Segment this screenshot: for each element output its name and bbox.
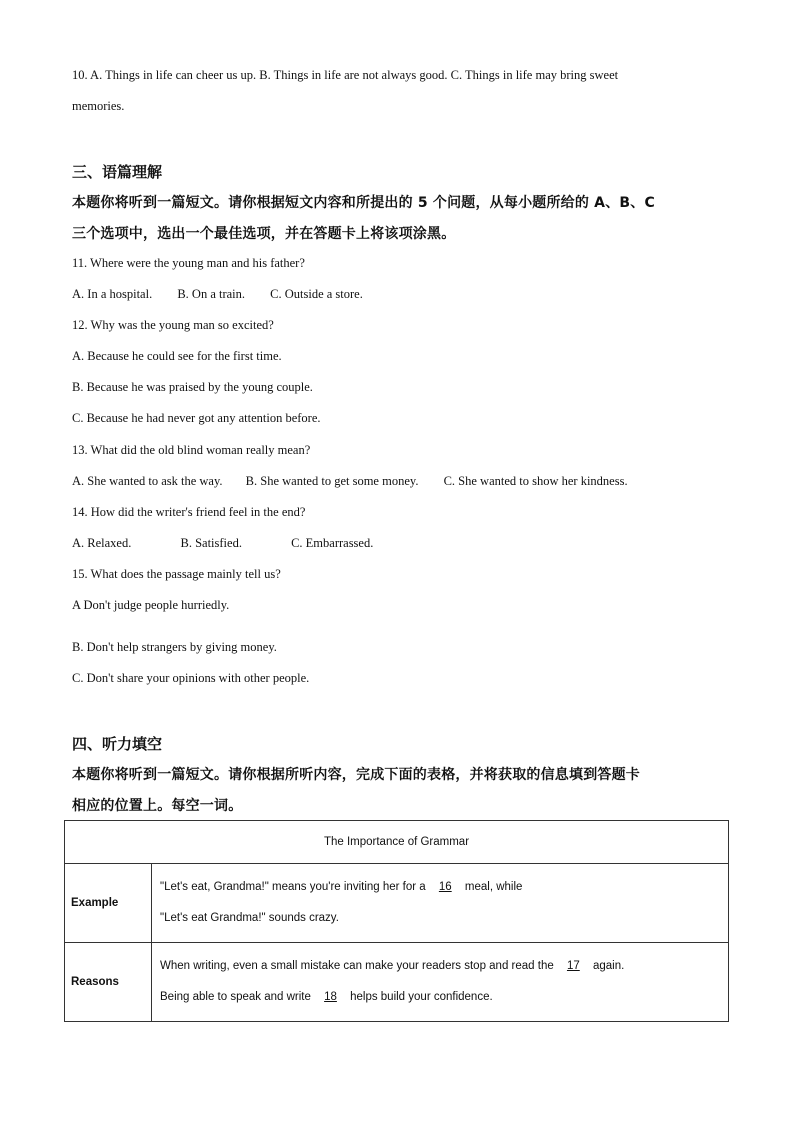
option: A. Relaxed. xyxy=(72,536,132,550)
question-14-stem: 14. How did the writer's friend feel in the end? xyxy=(72,505,306,519)
example-line-1-start: "Let's eat, Grandma!" means you're inviting her for a xyxy=(160,881,426,893)
example-line-1-end: meal, while xyxy=(464,881,523,893)
question-10-continuation: memories. xyxy=(72,99,125,113)
blank-18: 18 xyxy=(324,991,337,1003)
option: B. She wanted to get some money. xyxy=(245,474,419,488)
section-4-instruction-1: 本题你将听到一篇短文。请你根据所听内容，完成下面的表格，并将获取的信息填到答题卡 xyxy=(72,767,640,783)
blank-17: 17 xyxy=(566,960,580,972)
option: A. In a hospital. xyxy=(72,287,153,301)
option: C. Because he had never got any attention before. xyxy=(72,411,321,425)
question-12-stem: 12. Why was the young man so excited? xyxy=(72,318,274,332)
reasons-line-2-start: Being able to speak and write xyxy=(160,991,311,1003)
blank-16: 16 xyxy=(438,881,452,893)
option: B. Don't help strangers by giving money. xyxy=(72,640,277,654)
option: C. Embarrassed. xyxy=(291,536,374,550)
reasons-content xyxy=(152,943,729,1022)
option: A. She wanted to ask the way. xyxy=(72,474,223,488)
table-row xyxy=(65,864,729,943)
section-4-heading: 四、听力填空 xyxy=(72,735,163,753)
option: A. Because he could see for the first time. xyxy=(72,349,282,363)
reasons-line-1-end: again. xyxy=(592,960,625,972)
question-14-options xyxy=(72,536,373,551)
example-label: Example xyxy=(65,864,152,943)
option: C. Outside a store. xyxy=(270,287,363,301)
option: C. Don't share your opinions with other people. xyxy=(72,671,310,685)
grammar-table xyxy=(64,820,729,1022)
question-13-options xyxy=(72,474,628,489)
section-3-heading: 三、语篇理解 xyxy=(72,163,163,181)
question-13-stem: 13. What did the old blind woman really mean? xyxy=(72,443,311,457)
option: B. On a train. xyxy=(177,287,246,301)
reasons-line-1-start: When writing, even a small mistake can make your readers stop and read the xyxy=(160,960,554,972)
section-3-instruction-2: 三个选项中，选出一个最佳选项，并在答题卡上将该项涂黑。 xyxy=(72,226,456,242)
example-line-2: "Let's eat Grandma!" sounds crazy. xyxy=(160,912,339,924)
example-content xyxy=(152,864,729,943)
table-title: The Importance of Grammar xyxy=(65,821,729,864)
question-11-options xyxy=(72,287,363,302)
table-row xyxy=(65,943,729,1022)
question-10-text: 10. A. Things in life can cheer us up. B. Things in life are not always good. C. Things in life may bring sweet xyxy=(72,68,619,82)
option: A Don't judge people hurriedly. xyxy=(72,598,230,612)
option: B. Because he was praised by the young couple. xyxy=(72,380,313,394)
question-11-stem: 11. Where were the young man and his father? xyxy=(72,256,305,270)
section-4-instruction-2: 相应的位置上。每空一词。 xyxy=(72,798,243,814)
question-15-stem: 15. What does the passage mainly tell us? xyxy=(72,567,281,581)
option: C. She wanted to show her kindness. xyxy=(443,474,628,488)
section-3-instruction-1: 本题你将听到一篇短文。请你根据短文内容和所提出的 5 个问题，从每小题所给的 A、B、C xyxy=(72,195,655,211)
reasons-label: Reasons xyxy=(65,943,152,1022)
option: B. Satisfied. xyxy=(180,536,242,550)
reasons-line-2-end: helps build your confidence. xyxy=(350,991,493,1003)
